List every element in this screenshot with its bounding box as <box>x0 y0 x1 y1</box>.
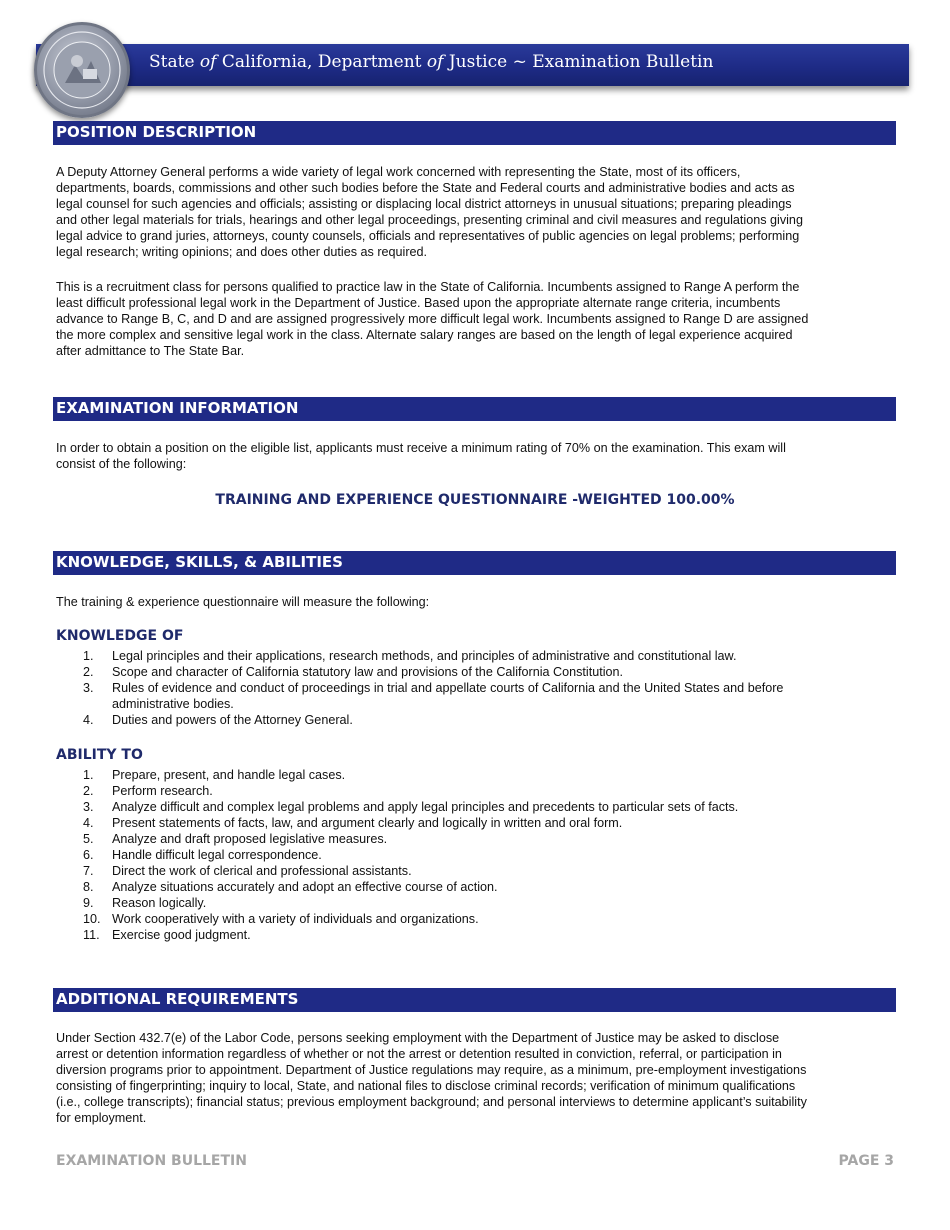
state-seal-icon <box>34 22 130 118</box>
text-line: legal research; writing opinions; and does other duties as required. <box>56 245 428 259</box>
list-item-text: Analyze difficult and complex legal problems and apply legal principles and precedents to particular sets of facts. <box>112 800 739 814</box>
text-line: (i.e., college transcripts); financial status; previous employment background; and personal interviews to determine applicant’s suitability <box>56 1095 807 1109</box>
text-line: the more complex and sensitive legal work in the class. Alternate salary ranges are based on the length of legal experience acquired <box>56 328 793 342</box>
list-number: 6. <box>83 848 94 862</box>
ability-list-item <box>56 831 901 847</box>
ability-list-item <box>56 799 901 815</box>
text-line: Under Section 432.7(e) of the Labor Code, persons seeking employment with the Department of Justice may be asked to disclose <box>56 1031 780 1045</box>
list-number: 11. <box>83 928 100 942</box>
ability-list-item <box>56 879 901 895</box>
list-number: 10. <box>83 912 101 926</box>
section-heading-additional-requirements: ADDITIONAL REQUIREMENTS <box>53 988 896 1012</box>
text-line: arrest or detention information regardless of whether or not the arrest or detention resulted in conviction, referral, or participation in <box>56 1047 782 1061</box>
additional-requirements-paragraph <box>56 1030 901 1126</box>
list-number: 4. <box>83 713 94 727</box>
examination-information-paragraph <box>56 440 901 472</box>
list-number: 3. <box>83 681 94 695</box>
list-item-text: Perform research. <box>112 784 213 798</box>
text-line: legal advice to grand juries, attorneys, county counsels, officials and representatives of public agencies on legal problems; performing <box>56 229 800 243</box>
list-number: 3. <box>83 800 94 814</box>
text-line: A Deputy Attorney General performs a wide variety of legal work concerned with representing the State, most of its officers, <box>56 165 741 179</box>
weighted-exam-heading: TRAINING AND EXPERIENCE QUESTIONNAIRE -WEIGHTED 100.00% <box>215 492 735 508</box>
list-item-text: Rules of evidence and conduct of proceedings in trial and appellate courts of California and the United States and before <box>112 681 784 695</box>
list-number: 4. <box>83 816 94 830</box>
list-item-text: Legal principles and their applications, research methods, and principles of administrative and constitutional law. <box>112 649 737 663</box>
list-number: 2. <box>83 665 94 679</box>
text-line: advance to Range B, C, and D and are assigned progressively more difficult legal work. Incumbents assigned to Range D are assigned <box>56 312 809 326</box>
text-line: consist of the following: <box>56 457 187 471</box>
knowledge-list-item <box>56 664 901 680</box>
list-number: 7. <box>83 864 94 878</box>
page-title <box>149 52 713 72</box>
text-line: after admittance to The State Bar. <box>56 344 245 358</box>
list-number: 1. <box>83 768 94 782</box>
list-item-text: Analyze and draft proposed legislative measures. <box>112 832 388 846</box>
title-part: California, Department <box>216 52 427 72</box>
title-part: of <box>199 52 217 72</box>
ability-list-item <box>56 815 901 831</box>
text-line: This is a recruitment class for persons qualified to practice law in the State of California. Incumbents assigned to Range A perform the <box>56 280 800 294</box>
ability-list-item <box>56 847 901 863</box>
footer-bulletin-label: EXAMINATION BULLETIN <box>56 1153 247 1169</box>
list-item-text: administrative bodies. <box>112 697 234 711</box>
ability-list-item <box>56 911 901 927</box>
text-line: for employment. <box>56 1111 147 1125</box>
text-line: diversion programs prior to appointment. Department of Justice regulations may require, as a minimum, pre-employment investigations <box>56 1063 807 1077</box>
ability-heading: ABILITY TO <box>56 747 143 763</box>
knowledge-list-item <box>56 648 901 664</box>
knowledge-list-item <box>56 680 901 712</box>
list-number: 9. <box>83 896 94 910</box>
list-item-text: Handle difficult legal correspondence. <box>112 848 322 862</box>
ability-list <box>56 767 901 943</box>
ability-list-item <box>56 927 901 943</box>
ksa-intro <box>56 594 901 610</box>
list-item-text: Present statements of facts, law, and argument clearly and logically in written and oral form. <box>112 816 623 830</box>
ability-list-item <box>56 895 901 911</box>
position-description-paragraph-1 <box>56 164 901 260</box>
section-heading-ksa: KNOWLEDGE, SKILLS, & ABILITIES <box>53 551 896 575</box>
ability-list-item <box>56 863 901 879</box>
list-item-text: Scope and character of California statutory law and provisions of the California Constitution. <box>112 665 624 679</box>
knowledge-heading: KNOWLEDGE OF <box>56 628 184 644</box>
text-line: and other legal materials for trials, hearings and other legal proceedings, presenting criminal and civil measures and regulations giving <box>56 213 803 227</box>
text-line: departments, boards, commissions and other such bodies before the State and Federal courts and administrative bodies and acts as <box>56 181 795 195</box>
text-line: In order to obtain a position on the eligible list, applicants must receive a minimum rating of 70% on the examination. This exam will <box>56 441 786 455</box>
list-item-text: Reason logically. <box>112 896 207 910</box>
text-line: least difficult professional legal work in the Department of Justice. Based upon the appropriate alternate range criteria, incumbents <box>56 296 781 310</box>
footer-page-number: PAGE 3 <box>838 1153 894 1169</box>
list-item-text: Duties and powers of the Attorney General. <box>112 713 353 727</box>
list-item-text: Exercise good judgment. <box>112 928 251 942</box>
title-part: of <box>426 52 444 72</box>
list-item-text: Direct the work of clerical and professional assistants. <box>112 864 412 878</box>
list-number: 5. <box>83 832 94 846</box>
list-item-text: Work cooperatively with a variety of individuals and organizations. <box>112 912 479 926</box>
list-number: 2. <box>83 784 94 798</box>
text-line: consisting of fingerprinting; inquiry to local, State, and national files to disclose criminal records; verification of minimum qualifications <box>56 1079 796 1093</box>
list-number: 1. <box>83 649 94 663</box>
list-item-text: Prepare, present, and handle legal cases. <box>112 768 346 782</box>
title-part: Justice ~ Examination Bulletin <box>443 52 714 72</box>
knowledge-list <box>56 648 901 728</box>
knowledge-list-item <box>56 712 901 728</box>
title-part: State <box>149 52 200 72</box>
section-heading-examination-information: EXAMINATION INFORMATION <box>53 397 896 421</box>
position-description-paragraph-2 <box>56 279 901 359</box>
list-number: 8. <box>83 880 94 894</box>
text-line: The training & experience questionnaire will measure the following: <box>56 595 430 609</box>
section-heading-position-description: POSITION DESCRIPTION <box>53 121 896 145</box>
list-item-text: Analyze situations accurately and adopt an effective course of action. <box>112 880 498 894</box>
text-line: legal counsel for such agencies and officials; assisting or displacing local district attorneys in unusual situations; preparing pleadings <box>56 197 792 211</box>
ability-list-item <box>56 767 901 783</box>
ability-list-item <box>56 783 901 799</box>
header-banner <box>36 44 909 86</box>
